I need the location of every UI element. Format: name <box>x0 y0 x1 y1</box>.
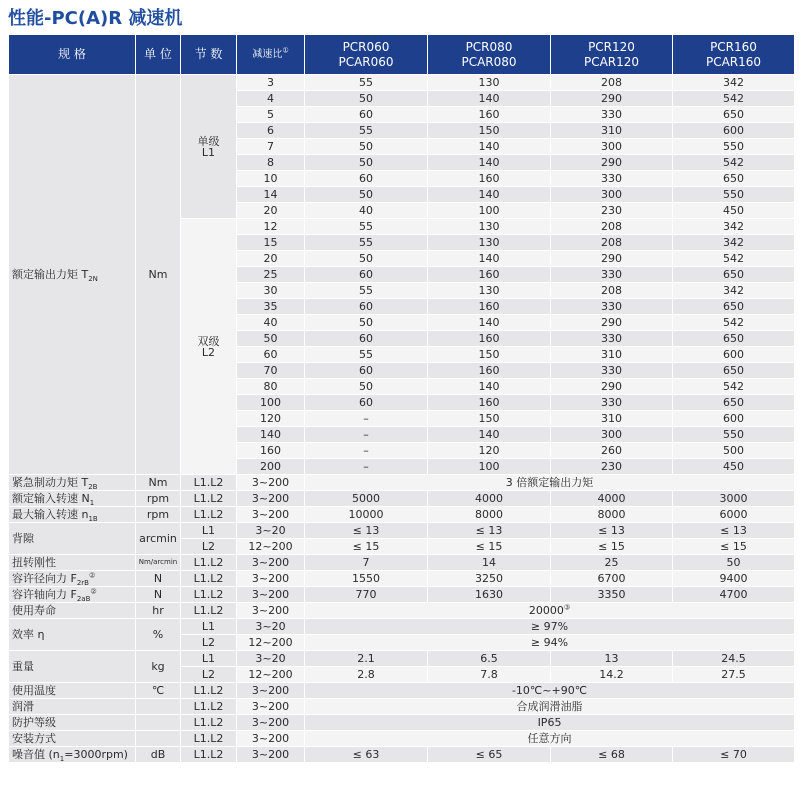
value-cell: 140 <box>428 187 551 203</box>
row-label-note: ② <box>88 571 96 580</box>
value-cell: 24.5 <box>673 651 795 667</box>
row-label: 背隙 <box>9 523 136 555</box>
unit-cell: Nm <box>136 75 181 475</box>
value-cell: 55 <box>305 347 428 363</box>
value-cell: – <box>305 443 428 459</box>
row-label: 容许径向力 F <box>12 572 77 585</box>
value-cell: 208 <box>551 235 673 251</box>
value-cell: 1630 <box>428 587 551 603</box>
value-cell: 6000 <box>673 507 795 523</box>
value-cell: 650 <box>673 171 795 187</box>
row-label: 使用寿命 <box>9 603 136 619</box>
value-cell: 600 <box>673 347 795 363</box>
unit-cell <box>136 731 181 747</box>
value-cell: 50 <box>305 251 428 267</box>
value-cell: 550 <box>673 427 795 443</box>
ratio-cell: 7 <box>237 139 305 155</box>
value-cell: 150 <box>428 123 551 139</box>
ratio-cell: 15 <box>237 235 305 251</box>
ratio-cell: 3~200 <box>237 491 305 507</box>
value-cell: 120 <box>428 443 551 459</box>
table-row-axial-force <box>9 587 795 603</box>
row-label: 扭转刚性 <box>9 555 136 571</box>
ratio-cell: 120 <box>237 411 305 427</box>
header-row <box>9 35 795 75</box>
value-cell: 3250 <box>428 571 551 587</box>
value-cell: ≥ 94% <box>305 635 795 651</box>
value-cell: 300 <box>551 139 673 155</box>
header-model-2 <box>428 35 551 75</box>
value-cell: 150 <box>428 347 551 363</box>
value-cell: 310 <box>551 347 673 363</box>
value-cell: 140 <box>428 155 551 171</box>
value-cell: 8000 <box>551 507 673 523</box>
stage-cell: L2 <box>181 635 237 651</box>
stage-cell: L1.L2 <box>181 699 237 715</box>
page-title: 性能-PC(A)R 减速机 <box>8 8 183 29</box>
value-cell: 60 <box>305 299 428 315</box>
value-cell: 310 <box>551 123 673 139</box>
value-cell: 任意方向 <box>305 731 795 747</box>
value-cell: 8000 <box>428 507 551 523</box>
value-cell: 650 <box>673 267 795 283</box>
table-row-efficiency-l1 <box>9 619 795 635</box>
value-cell: ≤ 13 <box>673 523 795 539</box>
value-cell: 230 <box>551 459 673 475</box>
value-cell: – <box>305 459 428 475</box>
value-cell: ≤ 13 <box>428 523 551 539</box>
value-cell: 50 <box>673 555 795 571</box>
value-cell: 140 <box>428 251 551 267</box>
value-cell: 160 <box>428 299 551 315</box>
stage-group-cell <box>181 75 237 219</box>
unit-cell: ℃ <box>136 683 181 699</box>
stage-code: L2 <box>201 345 216 359</box>
value-cell: IP65 <box>305 715 795 731</box>
stage-cell: L1.L2 <box>181 507 237 523</box>
value-cell: 3 倍额定输出力矩 <box>305 475 795 491</box>
value-cell: 140 <box>428 91 551 107</box>
header-model-3 <box>551 35 673 75</box>
header-ratio <box>237 35 305 75</box>
ratio-cell: 3 <box>237 75 305 91</box>
stage-name: 双级 <box>197 334 220 348</box>
value-cell: 50 <box>305 155 428 171</box>
value-cell: 342 <box>673 235 795 251</box>
ratio-cell: 10 <box>237 171 305 187</box>
unit-cell: arcmin <box>136 523 181 555</box>
model-name: PCAR160 <box>705 54 762 69</box>
table-row-noise <box>9 747 795 763</box>
value-cell: 50 <box>305 187 428 203</box>
value-cell: 50 <box>305 139 428 155</box>
value-cell: 330 <box>551 331 673 347</box>
row-label-sub: 2N <box>88 275 98 284</box>
header-model-4 <box>673 35 795 75</box>
value-cell: 150 <box>428 411 551 427</box>
row-label-rated-torque <box>9 75 136 475</box>
value-cell: 770 <box>305 587 428 603</box>
value-cell: 50 <box>305 379 428 395</box>
header-ratio-note: ① <box>282 46 289 55</box>
value-cell: ≤ 15 <box>428 539 551 555</box>
value-cell: 290 <box>551 315 673 331</box>
row-label: 额定输入转速 N <box>12 492 90 505</box>
value-cell: 230 <box>551 203 673 219</box>
value-cell: 290 <box>551 379 673 395</box>
unit-cell: dB <box>136 747 181 763</box>
stage-cell: L1.L2 <box>181 571 237 587</box>
unit-cell: rpm <box>136 491 181 507</box>
value-cell: 160 <box>428 171 551 187</box>
row-label: 使用温度 <box>9 683 136 699</box>
value-cell: 300 <box>551 427 673 443</box>
value-cell: 20000 <box>528 604 564 617</box>
ratio-cell: 3~200 <box>237 603 305 619</box>
row-label-note: ② <box>90 587 97 596</box>
ratio-cell: 20 <box>237 203 305 219</box>
ratio-cell: 12~200 <box>237 539 305 555</box>
value-cell: 330 <box>551 395 673 411</box>
value-cell: 542 <box>673 379 795 395</box>
value-cell: 130 <box>428 75 551 91</box>
value-cell: 7 <box>305 555 428 571</box>
ratio-cell: 3~200 <box>237 571 305 587</box>
row-label-sub: 1B <box>88 515 98 523</box>
row-label: 紧急制动力矩 T <box>12 476 89 489</box>
value-cell: 14 <box>428 555 551 571</box>
value-cell: 55 <box>305 283 428 299</box>
value-cell: 55 <box>305 219 428 235</box>
value-cell: 330 <box>551 299 673 315</box>
stage-cell: L1 <box>181 523 237 539</box>
value-cell: 7.8 <box>428 667 551 683</box>
row-label-tail: =3000rpm) <box>64 748 128 761</box>
ratio-cell: 3~20 <box>237 651 305 667</box>
ratio-cell: 200 <box>237 459 305 475</box>
value-cell: ≤ 15 <box>551 539 673 555</box>
value-cell: 100 <box>428 459 551 475</box>
value-cell: ≤ 15 <box>673 539 795 555</box>
value-cell: 330 <box>551 363 673 379</box>
ratio-cell: 100 <box>237 395 305 411</box>
value-cell: 60 <box>305 171 428 187</box>
ratio-cell: 4 <box>237 91 305 107</box>
value-cell: 650 <box>673 299 795 315</box>
value-cell: 650 <box>673 363 795 379</box>
stage-cell: L2 <box>181 539 237 555</box>
stage-cell: L1.L2 <box>181 587 237 603</box>
value-cell: 40 <box>305 203 428 219</box>
stage-name: 单级 <box>197 134 220 148</box>
value-cell: 600 <box>673 123 795 139</box>
unit-cell: hr <box>136 603 181 619</box>
value-cell: 600 <box>673 411 795 427</box>
value-cell: 3350 <box>551 587 673 603</box>
row-label: 最大输入转速 n <box>12 508 89 521</box>
value-cell: 160 <box>428 363 551 379</box>
ratio-cell: 3~200 <box>237 731 305 747</box>
value-cell: 100 <box>428 203 551 219</box>
ratio-cell: 70 <box>237 363 305 379</box>
ratio-cell: 35 <box>237 299 305 315</box>
value-cell: 60 <box>305 331 428 347</box>
table-row <box>9 75 795 91</box>
row-label: 额定输出力矩 T <box>12 268 89 281</box>
ratio-cell: 3~200 <box>237 475 305 491</box>
value-cell: 450 <box>673 203 795 219</box>
value-cell: 3000 <box>673 491 795 507</box>
value-cell: 6.5 <box>428 651 551 667</box>
header-ratio-label: 减速比 <box>252 49 283 60</box>
value-cell: ≤ 13 <box>551 523 673 539</box>
value-cell: 合成润滑油脂 <box>305 699 795 715</box>
value-cell: 160 <box>428 267 551 283</box>
row-label-sub: 1 <box>59 755 65 763</box>
value-cell: 208 <box>551 75 673 91</box>
row-label: 效率 η <box>9 619 136 651</box>
value-cell: 542 <box>673 315 795 331</box>
stage-cell: L1.L2 <box>181 683 237 699</box>
unit-cell: rpm <box>136 507 181 523</box>
value-cell: 140 <box>428 427 551 443</box>
unit-cell: % <box>136 619 181 651</box>
value-cell: 330 <box>551 107 673 123</box>
value-cell: – <box>305 411 428 427</box>
ratio-cell: 3~200 <box>237 555 305 571</box>
table-row-max-speed <box>9 507 795 523</box>
value-cell: 160 <box>428 395 551 411</box>
model-name: PCAR060 <box>338 54 394 69</box>
value-cell: 542 <box>673 155 795 171</box>
value-cell: 60 <box>305 267 428 283</box>
value-cell: 1550 <box>305 571 428 587</box>
row-label: 安装方式 <box>9 731 136 747</box>
stage-cell: L1.L2 <box>181 747 237 763</box>
value-cell: 5000 <box>305 491 428 507</box>
table-row-backlash-l1 <box>9 523 795 539</box>
value-cell: 60 <box>305 107 428 123</box>
value-cell: 4700 <box>673 587 795 603</box>
value-cell: 4000 <box>551 491 673 507</box>
value-cell: 290 <box>551 91 673 107</box>
value-cell: 14.2 <box>551 667 673 683</box>
value-cell: 342 <box>673 283 795 299</box>
value-cell: ≤ 15 <box>305 539 428 555</box>
ratio-cell: 3~200 <box>237 715 305 731</box>
unit-cell <box>136 699 181 715</box>
value-cell: 260 <box>551 443 673 459</box>
ratio-cell: 3~200 <box>237 747 305 763</box>
value-cell: – <box>305 427 428 443</box>
header-model-1 <box>305 35 428 75</box>
unit-cell: Nm/arcmin <box>136 555 181 571</box>
ratio-cell: 25 <box>237 267 305 283</box>
value-cell: 10000 <box>305 507 428 523</box>
row-label: 容许轴向力 F <box>12 588 77 601</box>
value-cell: 55 <box>305 235 428 251</box>
ratio-cell: 12~200 <box>237 635 305 651</box>
table-row-life <box>9 603 795 619</box>
unit-cell <box>136 715 181 731</box>
stage-group-cell <box>181 219 237 475</box>
value-cell: 27.5 <box>673 667 795 683</box>
table-row-lubrication <box>9 699 795 715</box>
value-cell: 310 <box>551 411 673 427</box>
ratio-cell: 14 <box>237 187 305 203</box>
value-cell: 13 <box>551 651 673 667</box>
value-cell: 208 <box>551 283 673 299</box>
table-row-weight-l1 <box>9 651 795 667</box>
model-name: PCR160 <box>710 39 757 54</box>
table-row-radial-force <box>9 571 795 587</box>
row-label: 噪音值 (n <box>12 748 60 761</box>
value-cell: ≤ 70 <box>673 747 795 763</box>
header-unit: 单 位 <box>136 35 181 75</box>
stage-cell: L1.L2 <box>181 475 237 491</box>
value-cell: 2.1 <box>305 651 428 667</box>
value-note: ③ <box>563 603 571 612</box>
value-cell: 450 <box>673 459 795 475</box>
ratio-cell: 40 <box>237 315 305 331</box>
value-cell: 60 <box>305 363 428 379</box>
value-cell: 650 <box>673 331 795 347</box>
value-cell: ≤ 63 <box>305 747 428 763</box>
value-cell: 160 <box>428 331 551 347</box>
ratio-cell: 6 <box>237 123 305 139</box>
value-cell: 550 <box>673 187 795 203</box>
value-cell: 500 <box>673 443 795 459</box>
ratio-cell: 3~20 <box>237 619 305 635</box>
value-cell: ≥ 97% <box>305 619 795 635</box>
header-stage: 节 数 <box>181 35 237 75</box>
row-label-sub: 2aB <box>76 595 91 603</box>
ratio-cell: 3~200 <box>237 587 305 603</box>
value-cell: ≤ 68 <box>551 747 673 763</box>
stage-cell: L1.L2 <box>181 731 237 747</box>
value-cell: 290 <box>551 251 673 267</box>
value-cell: 130 <box>428 283 551 299</box>
stage-cell: L1 <box>181 619 237 635</box>
value-cell: 9400 <box>673 571 795 587</box>
value-cell: 300 <box>551 187 673 203</box>
model-name: PCAR080 <box>461 54 517 69</box>
value-cell: 130 <box>428 219 551 235</box>
value-cell: 60 <box>305 395 428 411</box>
ratio-cell: 12~200 <box>237 667 305 683</box>
value-cell: ≤ 13 <box>305 523 428 539</box>
row-label: 防护等级 <box>9 715 136 731</box>
unit-cell: N <box>136 587 181 603</box>
value-cell: 6700 <box>551 571 673 587</box>
ratio-cell: 12 <box>237 219 305 235</box>
unit-cell: N <box>136 571 181 587</box>
ratio-cell: 5 <box>237 107 305 123</box>
ratio-cell: 160 <box>237 443 305 459</box>
stage-cell: L1.L2 <box>181 603 237 619</box>
value-cell: 330 <box>551 171 673 187</box>
ratio-cell: 3~200 <box>237 699 305 715</box>
model-name: PCR060 <box>342 39 390 54</box>
ratio-cell: 3~200 <box>237 507 305 523</box>
row-label-sub: 2B <box>88 483 98 491</box>
value-cell: -10℃~+90℃ <box>305 683 795 699</box>
stage-cell: L1 <box>181 651 237 667</box>
value-cell: 4000 <box>428 491 551 507</box>
ratio-cell: 20 <box>237 251 305 267</box>
row-label-sub: 2rB <box>76 579 89 587</box>
table-row-mounting <box>9 731 795 747</box>
row-label: 润滑 <box>9 699 136 715</box>
ratio-cell: 3~20 <box>237 523 305 539</box>
ratio-cell: 3~200 <box>237 683 305 699</box>
ratio-cell: 50 <box>237 331 305 347</box>
value-cell: 55 <box>305 75 428 91</box>
table-row-stiffness <box>9 555 795 571</box>
value-cell: 542 <box>673 91 795 107</box>
value-cell: 50 <box>305 315 428 331</box>
value-cell: 650 <box>673 395 795 411</box>
row-label-sub: 1 <box>89 499 95 507</box>
model-name: PCAR120 <box>583 54 640 69</box>
table-row-emergency <box>9 475 795 491</box>
header-spec: 规 格 <box>9 35 136 75</box>
ratio-cell: 140 <box>237 427 305 443</box>
value-cell: 208 <box>551 219 673 235</box>
value-cell: 55 <box>305 123 428 139</box>
stage-code: L1 <box>201 145 216 159</box>
value-cell: 290 <box>551 155 673 171</box>
value-cell: 160 <box>428 107 551 123</box>
model-name: PCR080 <box>465 39 513 54</box>
table-row-rated-speed <box>9 491 795 507</box>
value-cell: 140 <box>428 379 551 395</box>
row-label: 重量 <box>9 651 136 683</box>
ratio-cell: 30 <box>237 283 305 299</box>
value-cell: 140 <box>428 139 551 155</box>
value-cell: 550 <box>673 139 795 155</box>
unit-cell: Nm <box>136 475 181 491</box>
ratio-cell: 80 <box>237 379 305 395</box>
spec-table <box>8 34 795 763</box>
value-cell: 342 <box>673 219 795 235</box>
value-cell: 330 <box>551 267 673 283</box>
table-row-protection <box>9 715 795 731</box>
ratio-cell: 60 <box>237 347 305 363</box>
value-cell: 50 <box>305 91 428 107</box>
value-cell: 25 <box>551 555 673 571</box>
unit-cell: kg <box>136 651 181 683</box>
value-cell: 542 <box>673 251 795 267</box>
value-cell: 342 <box>673 75 795 91</box>
stage-cell: L2 <box>181 667 237 683</box>
value-cell: 650 <box>673 107 795 123</box>
stage-cell: L1.L2 <box>181 555 237 571</box>
ratio-cell: 8 <box>237 155 305 171</box>
model-name: PCR120 <box>588 39 635 54</box>
stage-cell: L1.L2 <box>181 491 237 507</box>
value-cell: 140 <box>428 315 551 331</box>
table-row-temperature <box>9 683 795 699</box>
value-cell: 130 <box>428 235 551 251</box>
stage-cell: L1.L2 <box>181 715 237 731</box>
value-cell: ≤ 65 <box>428 747 551 763</box>
value-cell: 2.8 <box>305 667 428 683</box>
